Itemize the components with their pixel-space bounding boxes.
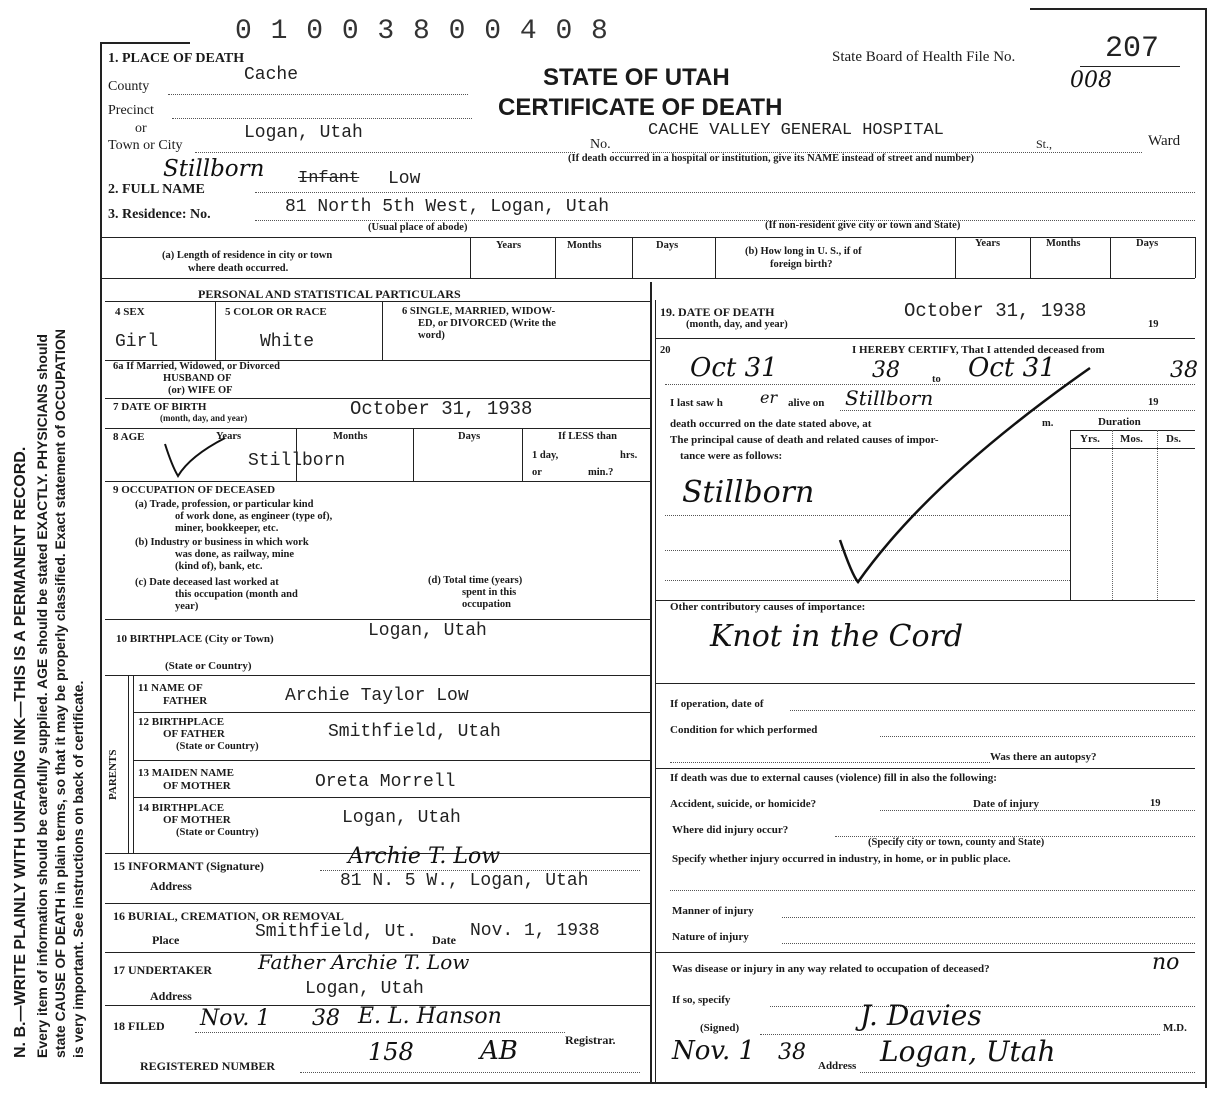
dob-value: October 31, 1938 bbox=[350, 398, 533, 420]
mother-name-a: 13 MAIDEN NAME bbox=[138, 767, 234, 779]
sig-date: Nov. 1 bbox=[672, 1036, 756, 1066]
parents-label: PARENTS bbox=[107, 749, 119, 800]
occ-c1: (c) Date deceased last worked at bbox=[135, 577, 279, 588]
specify-whether-line bbox=[670, 890, 1195, 891]
sex-value: Girl bbox=[115, 332, 159, 352]
usual-place-note: (Usual place of abode) bbox=[368, 222, 468, 233]
res-col-1 bbox=[470, 237, 471, 278]
county-value: Cache bbox=[244, 65, 299, 85]
row15-line bbox=[105, 903, 650, 904]
occ-b1: (b) Industry or business in which work bbox=[135, 537, 309, 548]
color-label: 5 COLOR OR RACE bbox=[225, 306, 327, 318]
yrs-label: Yrs. bbox=[1080, 433, 1100, 445]
us-months-label: Months bbox=[1046, 238, 1081, 249]
us-days-label: Days bbox=[1136, 238, 1159, 249]
precinct-line bbox=[172, 118, 472, 119]
burial-place-value: Smithfield, Ut. bbox=[255, 922, 418, 942]
color-value: White bbox=[260, 332, 315, 352]
age-col-2 bbox=[413, 429, 414, 481]
res-years-label: Years bbox=[496, 240, 522, 251]
us-years-label: Years bbox=[975, 238, 1001, 249]
mother-bp-a: 14 BIRTHPLACE bbox=[138, 802, 225, 814]
other-causes-value: Knot in the Cord bbox=[710, 619, 964, 654]
us-col-2 bbox=[1030, 237, 1031, 278]
certify-num: 20 bbox=[660, 345, 671, 356]
age-months-label: Months bbox=[333, 431, 368, 442]
length-res-label-a: (a) Length of residence in city or town bbox=[162, 250, 333, 261]
married-label-b: HUSBAND OF bbox=[163, 373, 232, 384]
res-col-4 bbox=[715, 237, 716, 278]
occupational-label: Was disease or injury in any way related to occupation of deceased? bbox=[672, 963, 990, 975]
age-label: 8 AGE bbox=[113, 431, 145, 443]
county-line bbox=[168, 94, 468, 95]
principal-cause-value: Stillborn bbox=[682, 475, 815, 510]
father-bp-b: OF FATHER bbox=[163, 728, 225, 740]
birthplace-state: (State or Country) bbox=[165, 660, 252, 672]
married-label-c: (or) WIFE OF bbox=[168, 385, 233, 396]
condition-label: Condition for which performed bbox=[670, 724, 818, 736]
certify-to-date: Oct 31 bbox=[968, 353, 1056, 383]
us-col-3 bbox=[1110, 237, 1111, 278]
occ-c2: this occupation (month and bbox=[175, 589, 298, 600]
row8-line bbox=[105, 481, 650, 482]
principal-label-a: The principal cause of death and related causes of impor- bbox=[670, 434, 939, 446]
side-instructions-line3: state CAUSE OF DEATH in plain terms, so that it may be properly classified. Exact statement of OCCUPATION bbox=[52, 329, 68, 1058]
autopsy-label: Was there an autopsy? bbox=[990, 751, 1097, 763]
length-res-label-b: where death occurred. bbox=[188, 263, 289, 274]
occ-d1: (d) Total time (years) bbox=[428, 575, 523, 586]
file-sub-number: 008 bbox=[1070, 68, 1112, 93]
row12-line bbox=[133, 760, 650, 761]
other-causes-bottom-line bbox=[655, 683, 1195, 684]
occ-c3: year) bbox=[175, 601, 199, 612]
hrs-label: hrs. bbox=[620, 450, 638, 461]
date-injury-label: Date of injury bbox=[973, 798, 1039, 810]
filed-year: 38 bbox=[312, 1006, 340, 1031]
file-no-line bbox=[1080, 66, 1180, 67]
residence-value: 81 North 5th West, Logan, Utah bbox=[285, 197, 610, 217]
ds-label: Ds. bbox=[1166, 433, 1181, 445]
full-name-line bbox=[255, 192, 1195, 193]
mother-bp-value: Logan, Utah bbox=[342, 808, 461, 828]
autopsy-line bbox=[670, 762, 990, 763]
m-label: m. bbox=[1042, 418, 1054, 429]
dob-label: 7 DATE OF BIRTH bbox=[113, 401, 207, 413]
autopsy-bottom-line bbox=[655, 768, 1195, 769]
father-name-b: FATHER bbox=[163, 695, 208, 707]
informant-address-value: 81 N. 5 W., Logan, Utah bbox=[340, 871, 589, 891]
form-bottom-border bbox=[100, 1082, 1205, 1084]
side-instructions-line4: is very important. See instructions on back of certificate. bbox=[70, 680, 86, 1058]
age-checkmark bbox=[160, 436, 230, 481]
form-top-border bbox=[100, 42, 190, 44]
if-so-line bbox=[770, 1006, 1195, 1007]
certificate-stamp-number: 0 1 0 0 3 8 0 0 4 0 8 bbox=[235, 16, 609, 47]
side-instructions-line1: N. B.—WRITE PLAINLY WITH UNFADING INK—THIS IS A PERMANENT RECORD. bbox=[12, 446, 29, 1058]
occ-d2: spent in this bbox=[462, 587, 517, 598]
occ-a2: of work done, as engineer (type of), bbox=[175, 511, 333, 522]
certify-from-year: 38 bbox=[872, 358, 900, 383]
full-name-handwritten: Stillborn bbox=[163, 156, 265, 182]
manner-label: Manner of injury bbox=[672, 905, 754, 917]
registered-number-label: REGISTERED NUMBER bbox=[140, 1059, 276, 1073]
burial-date-label: Date bbox=[432, 933, 456, 947]
dob-sub: (month, day, and year) bbox=[160, 413, 248, 423]
parents-label-divider bbox=[133, 675, 134, 853]
dod-row-line bbox=[655, 338, 1195, 339]
father-bp-c: (State or Country) bbox=[176, 741, 259, 752]
alive-on-value: Stillborn bbox=[845, 386, 934, 410]
sex-col-divider bbox=[215, 302, 216, 360]
ward-label: Ward bbox=[1148, 133, 1181, 149]
signed-label: (Signed) bbox=[700, 1022, 740, 1034]
informant-signature: Archie T. Low bbox=[348, 844, 501, 869]
age-col-3 bbox=[522, 429, 523, 481]
death-occurred-label: death occurred on the date stated above, at bbox=[670, 418, 872, 430]
father-bp-a: 12 BIRTHPLACE bbox=[138, 716, 225, 728]
place-of-death-label: 1. PLACE OF DEATH bbox=[108, 51, 245, 66]
if-so-label: If so, specify bbox=[672, 994, 731, 1006]
occ-b2: was done, as railway, mine bbox=[175, 549, 295, 560]
personal-heading-line bbox=[105, 301, 650, 302]
duration-col-3 bbox=[1157, 430, 1158, 600]
row13-line bbox=[133, 797, 650, 798]
res-col-3 bbox=[632, 237, 633, 278]
residence-line bbox=[255, 220, 1195, 221]
dod-sub: (month, day, and year) bbox=[686, 319, 788, 330]
specify-city-note: (Specify city or town, county and State) bbox=[868, 837, 1045, 848]
father-name-a: 11 NAME OF bbox=[138, 682, 203, 694]
res-col-2 bbox=[555, 237, 556, 278]
county-label: County bbox=[108, 79, 150, 94]
row10-line bbox=[105, 675, 650, 676]
burial-label: 16 BURIAL, CREMATION, OR REMOVAL bbox=[113, 909, 344, 923]
informant-address-label: Address bbox=[150, 879, 192, 893]
other-causes-label: Other contributory causes of importance: bbox=[670, 601, 866, 613]
nature-line bbox=[782, 943, 1195, 944]
title-certificate: CERTIFICATE OF DEATH bbox=[498, 94, 783, 121]
or-label: or bbox=[135, 121, 147, 136]
accident-label: Accident, suicide, or homicide? bbox=[670, 798, 817, 810]
file-no-label: State Board of Health File No. bbox=[832, 49, 1016, 65]
residence-row-bottom bbox=[100, 278, 1195, 279]
min-label: min.? bbox=[588, 467, 614, 478]
us-col-1 bbox=[955, 237, 956, 278]
nonresident-note: (If non-resident give city or town and State) bbox=[765, 220, 961, 231]
full-name-struck: Infant bbox=[298, 169, 360, 188]
cause-checkmark bbox=[820, 360, 1100, 590]
occ-b3: (kind of), bank, etc. bbox=[175, 561, 263, 572]
external-label: If death was due to external causes (violence) fill in also the following: bbox=[670, 772, 997, 784]
operation-label: If operation, date of bbox=[670, 698, 764, 710]
dod-label: 19. DATE OF DEATH bbox=[660, 305, 775, 319]
informant-label: 15 INFORMANT (Signature) bbox=[113, 859, 264, 873]
mother-name-value: Oreta Morrell bbox=[315, 772, 456, 792]
nature-label: Nature of injury bbox=[672, 931, 749, 943]
mos-label: Mos. bbox=[1120, 433, 1143, 445]
manner-line bbox=[782, 917, 1195, 918]
dod-19: 19 bbox=[1148, 319, 1159, 330]
alive-on-label: alive on bbox=[788, 397, 825, 409]
physician-signature: J. Davies bbox=[860, 999, 982, 1032]
certify-text: I HEREBY CERTIFY, That I attended deceased from bbox=[852, 344, 1105, 356]
color-col-divider bbox=[382, 302, 383, 360]
filed-label: 18 FILED bbox=[113, 1019, 165, 1033]
day-label: 1 day, bbox=[532, 450, 559, 461]
last-saw-him-her: er bbox=[760, 388, 778, 407]
dod-value: October 31, 1938 bbox=[904, 300, 1087, 322]
where-injury-label: Where did injury occur? bbox=[672, 824, 789, 836]
personal-heading: PERSONAL AND STATISTICAL PARTICULARS bbox=[198, 287, 461, 301]
occ-d3: occupation bbox=[462, 599, 512, 610]
filed-date: Nov. 1 bbox=[200, 1006, 271, 1031]
operation-line bbox=[790, 710, 1195, 711]
birthplace-value: Logan, Utah bbox=[368, 621, 487, 641]
registered-number-value: 158 bbox=[368, 1038, 414, 1066]
md-label: M.D. bbox=[1163, 1022, 1187, 1034]
main-divider-right bbox=[655, 300, 656, 1082]
condition-line bbox=[880, 736, 1195, 737]
birthplace-label: 10 BIRTHPLACE (City or Town) bbox=[116, 633, 274, 645]
last-saw-19: 19 bbox=[1148, 397, 1159, 408]
main-divider-left bbox=[650, 282, 652, 1082]
nature-bottom-line bbox=[655, 952, 1195, 953]
hospital-value: CACHE VALLEY GENERAL HOSPITAL bbox=[648, 121, 944, 140]
age-days-label: Days bbox=[458, 431, 481, 442]
burial-date-value: Nov. 1, 1938 bbox=[470, 921, 600, 941]
occupation-label: 9 OCCUPATION OF DECEASED bbox=[113, 484, 276, 496]
precinct-label: Precinct bbox=[108, 103, 154, 118]
single-label-b: ED, or DIVORCED (Write the bbox=[418, 318, 556, 329]
registered-initials: AB bbox=[480, 1036, 518, 1066]
mother-bp-b: OF MOTHER bbox=[163, 814, 231, 826]
row11-line bbox=[133, 712, 650, 713]
if-less-label: If LESS than bbox=[558, 431, 617, 442]
how-long-label-a: (b) How long in U. S., if of bbox=[745, 246, 862, 257]
form-top-border-right bbox=[1030, 8, 1205, 10]
married-label-a: 6a If Married, Widowed, or Divorced bbox=[113, 361, 280, 372]
hospital-note: (If death occurred in a hospital or institution, give its NAME instead of street and number) bbox=[568, 153, 975, 164]
st-label: St., bbox=[1036, 137, 1053, 151]
last-saw-label: I last saw h bbox=[670, 397, 723, 409]
form-left-border bbox=[100, 42, 102, 1082]
undertaker-address-label: Address bbox=[150, 989, 192, 1003]
town-line bbox=[195, 152, 575, 153]
undertaker-address-value: Logan, Utah bbox=[305, 979, 424, 999]
occ-a1: (a) Trade, profession, or particular kind bbox=[135, 499, 314, 510]
burial-place-label: Place bbox=[152, 933, 180, 947]
age-years-label: Years bbox=[216, 431, 242, 442]
full-name-last: Low bbox=[388, 169, 421, 189]
sig-address-label: Address bbox=[818, 1060, 857, 1072]
form-right-border bbox=[1205, 8, 1207, 1088]
or-min-label: or bbox=[532, 467, 542, 478]
father-name-value: Archie Taylor Low bbox=[285, 686, 469, 706]
side-instructions-line2: Every item of information should be carefully supplied. AGE should be stated EXACTLY. PHYSICIANS should bbox=[34, 334, 50, 1058]
sig-address-line bbox=[860, 1072, 1195, 1073]
sig-address-value: Logan, Utah bbox=[880, 1035, 1056, 1068]
title-state: STATE OF UTAH bbox=[543, 64, 730, 91]
age-value: Stillborn bbox=[248, 451, 346, 471]
duration-label: Duration bbox=[1098, 416, 1141, 428]
sex-label: 4 SEX bbox=[115, 306, 145, 318]
res-months-label: Months bbox=[567, 240, 602, 251]
town-label: Town or City bbox=[108, 138, 183, 153]
row9-line bbox=[105, 619, 650, 620]
town-value: Logan, Utah bbox=[244, 123, 363, 143]
us-col-4 bbox=[1195, 237, 1196, 278]
father-bp-value: Smithfield, Utah bbox=[328, 722, 501, 742]
no-label: No. bbox=[590, 137, 611, 152]
occ-a3: miner, bookkeeper, etc. bbox=[175, 523, 279, 534]
accident-line bbox=[880, 810, 1195, 811]
res-days-label: Days bbox=[656, 240, 679, 251]
residence-label: 3. Residence: No. bbox=[108, 207, 211, 222]
parents-box-left bbox=[128, 675, 129, 853]
single-label-c: word) bbox=[418, 330, 445, 341]
row7-line bbox=[105, 428, 650, 429]
undertaker-signature: Father Archie T. Low bbox=[258, 950, 470, 974]
mother-name-b: OF MOTHER bbox=[163, 780, 231, 792]
registrar-label: Registrar. bbox=[565, 1033, 616, 1047]
duration-col-2 bbox=[1112, 430, 1113, 600]
registered-line bbox=[300, 1072, 640, 1073]
certify-from-date: Oct 31 bbox=[690, 353, 778, 383]
filed-registrar-sig: E. L. Hanson bbox=[358, 1004, 502, 1029]
date-injury-19: 19 bbox=[1150, 798, 1161, 809]
sig-year: 38 bbox=[778, 1040, 806, 1065]
filed-line bbox=[195, 1032, 565, 1033]
how-long-label-b: foreign birth? bbox=[770, 259, 833, 270]
certify-to: to bbox=[932, 374, 941, 385]
undertaker-label: 17 UNDERTAKER bbox=[113, 963, 213, 977]
specify-whether-label: Specify whether injury occurred in industry, in home, or in public place. bbox=[672, 853, 1011, 865]
occupational-value: no bbox=[1152, 950, 1180, 975]
full-name-label: 2. FULL NAME bbox=[108, 182, 205, 197]
mother-bp-c: (State or Country) bbox=[176, 827, 259, 838]
certify-to-year: 38 bbox=[1170, 358, 1198, 383]
file-no-value: 207 bbox=[1105, 32, 1160, 66]
principal-label-b: tance were as follows: bbox=[680, 450, 783, 462]
single-label-a: 6 SINGLE, MARRIED, WIDOW- bbox=[402, 306, 556, 317]
